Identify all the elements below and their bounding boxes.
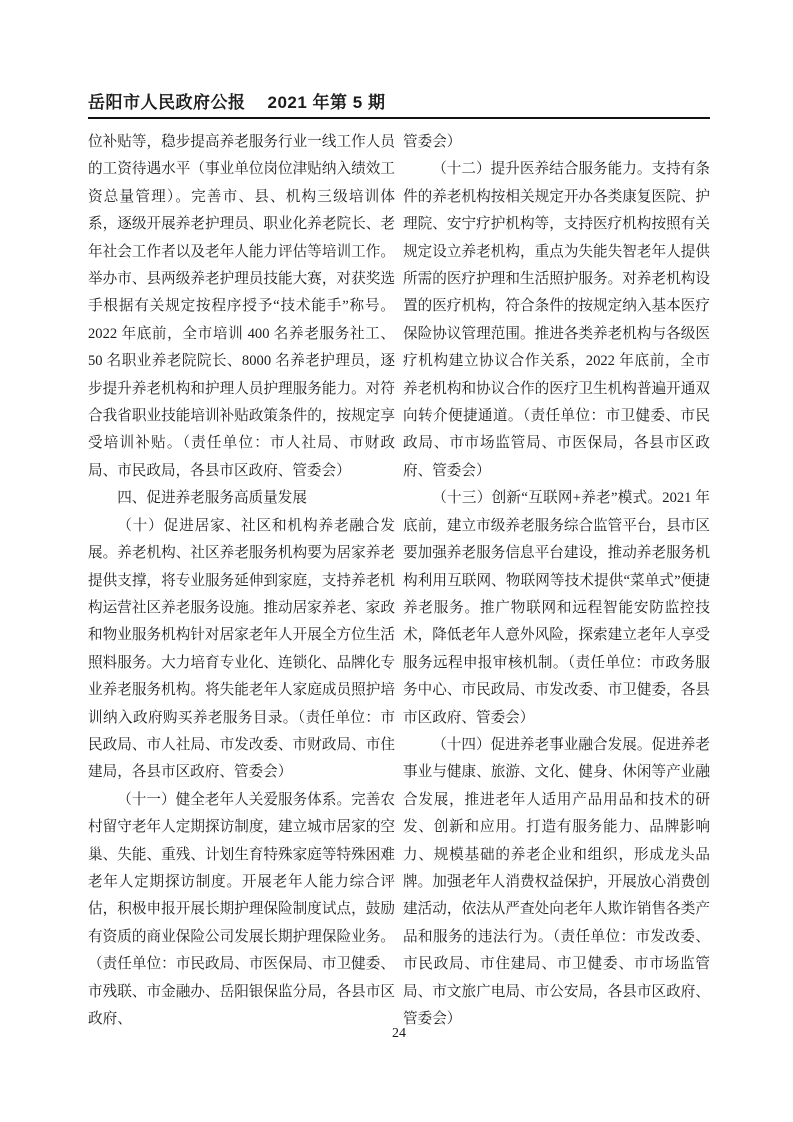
left-column [88,129,395,1033]
paragraph-item-eleven: （十一）健全老年人关爱服务体系。完善农村留守老年人定期探访制度，建立城市居家的空巢、失能、重残、计划生育特殊家庭等特殊困难老年人定期探访制度。开展老年人能力综合评估，积极申报开展长期护理保险制度试点，鼓励有资质的商业保险公司发展长期护理保险业务。（责任单位：市民政局、市医保局、市卫健委、市残联、市金融办、岳阳银保监分局，各县市区政府、 [88,791,395,1027]
publication-title: 岳阳市人民政府公报 [88,93,246,112]
paragraph-continuation: 位补贴等，稳步提高养老服务行业一线工作人员的工资待遇水平（事业单位岗位津贴纳入绩效工资总量管理）。完善市、县、机构三级培训体系，逐级开展养老护理员、职业化养老院长、老年社会工作者以及老年人能力评估等培训工作。举办市、县两级养老护理员技能大赛，对获奖选手根据有关规定按程序授予“技术能手”称号。2022 年底前，全市培训 400 名养老服务社工、50 名职业养老院院长、8000 名养老护理员，逐步提升养老机构和护理人员护理服务能力。对符合我省职业技能培训补贴政策条件的，按规定享受培训补贴。（责任单位：市人社局、市财政局、市民政局，各县市区政府、管委会） [88,134,395,479]
paragraph-continuation: 管委会） [403,134,462,150]
gazette-header [88,88,710,113]
right-column [403,129,710,1033]
page-number: 24 [392,1026,406,1041]
paragraph-item-fourteen: （十四）促进养老事业融合发展。促进养老事业与健康、旅游、文化、健身、休闲等产业融合发展，推进老年人适用产品用品和技术的研发、创新和应用。打造有服务能力、品牌影响力、规模基础的养老企业和组织，形成龙头品牌。加强老年人消费权益保护，开展放心消费创建活动，依法从严查处向老年人欺诈销售各类产品和服务的违法行为。（责任单位：市发改委、市民政局、市住建局、市卫健委、市市场监管局、市文旅广电局、市公安局，各县市区政府、管委会） [403,736,710,1027]
document-body [88,129,710,1033]
paragraph-item-ten: （十）促进居家、社区和机构养老融合发展。养老机构、社区养老服务机构要为居家养老提供支撑，将专业服务延伸到家庭，支持养老机构运营社区养老服务设施。推动居家养老、家政和物业服务机构针对居家老年人开展全方位生活照料服务。大力培育专业化、连锁化、品牌化专业养老服务机构。将失能老年人家庭成员照护培训纳入政府购买养老服务目录。（责任单位：市民政局、市人社局、市发改委、市财政局、市住建局，各县市区政府、管委会） [88,517,395,781]
issue-label: 2021 年第 5 期 [267,93,386,112]
paragraph-item-thirteen: （十三）创新“互联网+养老”模式。2021 年底前，建立市级养老服务综合监管平台，县市区要加强养老服务信息平台建设，推动养老服务机构利用互联网、物联网等技术提供“菜单式”便捷养老服务。推广物联网和远程智能安防监控技术，降低老年人意外风险，探索建立老年人享受服务远程申报审核机制。（责任单位：市政务服务中心、市民政局、市发改委、市卫健委，各县市区政府、管委会） [403,490,710,726]
paragraph-item-twelve: （十二）提升医养结合服务能力。支持有条件的养老机构按相关规定开办各类康复医院、护理院、安宁疗护机构等，支持医疗机构按照有关规定设立养老机构，重点为失能失智老年人提供所需的医疗护理和生活照护服务。对养老机构设置的医疗机构，符合条件的按规定纳入基本医疗保险协议管理范围。推进各类养老机构与各级医疗机构建立协议合作关系，2022 年底前，全市养老机构和协议合作的医疗卫生机构普遍开通双向转介便捷通道。（责任单位：市卫健委、市民政局、市市场监管局、市医保局，各县市区政府、管委会） [403,161,710,479]
section-heading-four: 四、促进养老服务高质量发展 [117,490,307,507]
header-divider-rule [88,117,710,119]
